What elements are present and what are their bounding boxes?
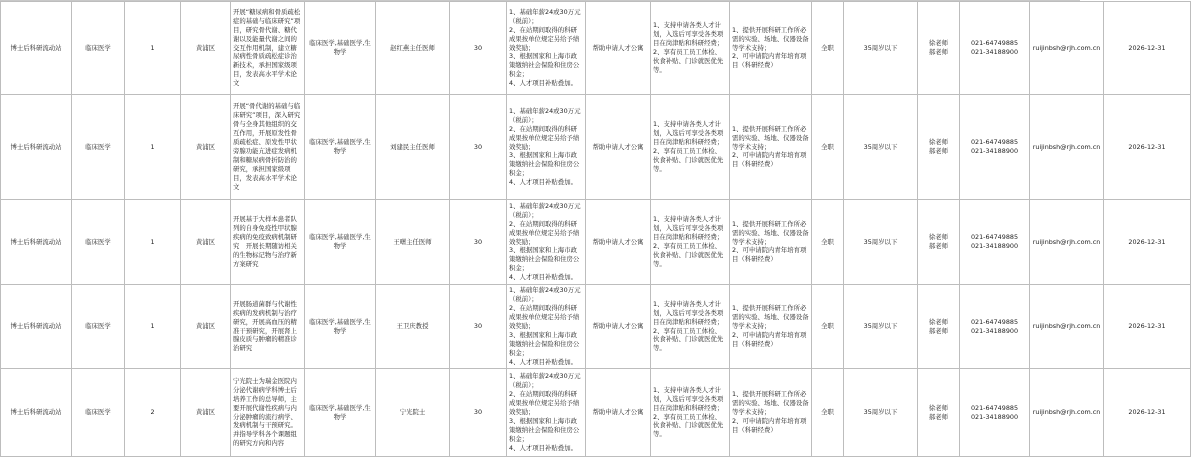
- cell-discipline[interactable]: 临床医学: [72, 95, 125, 200]
- cell-research-conditions[interactable]: 1、提供开展科研工作所必需的实验、场地、仪器设备等学术支持； 2、可申请院内青年培育项目（科研经费）: [730, 369, 812, 457]
- cell-supervisor[interactable]: 宁光院士: [376, 369, 450, 457]
- cell-email[interactable]: ruijinbsh@rjh.com.cn: [1030, 285, 1104, 369]
- cell-employment-type[interactable]: 全职: [812, 95, 844, 200]
- cell-district[interactable]: 黄浦区: [181, 369, 231, 457]
- cell-policy[interactable]: 1、支持申请各类人才计划，入选后可享受各类项目在岗津贴和科研经费； 2、享有员工员工体检、伙食补贴、门诊就医优先等。: [651, 200, 730, 285]
- cell-housing-support[interactable]: 帮助申请人才公寓: [586, 369, 651, 457]
- cell-station[interactable]: 博士后科研流动站: [1, 285, 72, 369]
- cell-supervisor[interactable]: 刘建民主任医师: [376, 95, 450, 200]
- cell-contact-person[interactable]: 徐老师 郝老师: [918, 285, 960, 369]
- cell-research-conditions[interactable]: 1、提供开展科研工作所必需的实验、场地、仪器设备等学术支持； 2、可申请院内青年培育项目（科研经费）: [730, 285, 812, 369]
- cell-station[interactable]: 博士后科研流动站: [1, 2, 72, 95]
- cell-age-limit[interactable]: 30: [450, 95, 507, 200]
- cell-headcount[interactable]: 1: [125, 200, 181, 285]
- cell-supervisor[interactable]: 赵红燕主任医师: [376, 2, 450, 95]
- recruitment-table: [0, 1, 1191, 457]
- table-row: [1, 200, 1191, 285]
- cell-phone[interactable]: 021-64749885 021-34188900: [960, 95, 1030, 200]
- cell-deadline[interactable]: 2026-12-31: [1104, 2, 1191, 95]
- cell-supervisor[interactable]: 王卫庆教授: [376, 285, 450, 369]
- cell-age-limit[interactable]: 30: [450, 200, 507, 285]
- cell-housing-support[interactable]: 帮助申请人才公寓: [586, 2, 651, 95]
- cell-salary[interactable]: 1、基础年薪24或30万元（税前）； 2、在站期间取得的科研成果按单位规定另给予绩效奖励； 3、根据国家和上海市政策缴纳社会保险和住房公积金； 4、人才项目补贴叠加。: [507, 2, 586, 95]
- table-row: [1, 285, 1191, 369]
- cell-policy[interactable]: 1、支持申请各类人才计划，入选后可享受各类项目在岗津贴和科研经费； 2、享有员工员工体检、伙食补贴、门诊就医优先等。: [651, 285, 730, 369]
- cell-supervisor[interactable]: 王曙主任医师: [376, 200, 450, 285]
- cell-policy[interactable]: 1、支持申请各类人才计划，入选后可享受各类项目在岗津贴和科研经费； 2、享有员工员工体检、伙食补贴、门诊就医优先等。: [651, 95, 730, 200]
- cell-age-limit[interactable]: 30: [450, 369, 507, 457]
- cell-discipline[interactable]: 临床医学: [72, 200, 125, 285]
- cell-headcount[interactable]: 1: [125, 285, 181, 369]
- cell-research-conditions[interactable]: 1、提供开展科研工作所必需的实验、场地、仪器设备等学术支持； 2、可申请院内青年培育项目（科研经费）: [730, 2, 812, 95]
- cell-research-conditions[interactable]: 1、提供开展科研工作所必需的实验、场地、仪器设备等学术支持； 2、可申请院内青年培育项目（科研经费）: [730, 200, 812, 285]
- cell-policy[interactable]: 1、支持申请各类人才计划，入选后可享受各类项目在岗津贴和科研经费； 2、享有员工员工体检、伙食补贴、门诊就医优先等。: [651, 369, 730, 457]
- cell-research-direction[interactable]: 开展“骨代谢的基础与临床研究”项目，深入研究骨与全身其他组织的交互作用，开展原发性骨质疏松症、原发性甲状旁腺功能亢进症发病机制和糖尿病骨折防治的研究，承担国家级项目，发表高水平学术论文: [231, 95, 305, 200]
- cell-phone[interactable]: 021-64749885 021-34188900: [960, 2, 1030, 95]
- cell-age-limit[interactable]: 30: [450, 285, 507, 369]
- cell-contact-person[interactable]: 徐老师 郝老师: [918, 2, 960, 95]
- cell-age-limit[interactable]: 30: [450, 2, 507, 95]
- table-row: [1, 95, 1191, 200]
- cell-district[interactable]: 黄浦区: [181, 2, 231, 95]
- cell-discipline[interactable]: 临床医学: [72, 2, 125, 95]
- cell-phone[interactable]: 021-64749885 021-34188900: [960, 369, 1030, 457]
- cell-deadline[interactable]: 2026-12-31: [1104, 95, 1191, 200]
- cell-phone[interactable]: 021-64749885 021-34188900: [960, 200, 1030, 285]
- cell-age-requirement[interactable]: 35周岁以下: [844, 369, 918, 457]
- cell-discipline[interactable]: 临床医学: [72, 369, 125, 457]
- cell-housing-support[interactable]: 帮助申请人才公寓: [586, 200, 651, 285]
- cell-research-direction[interactable]: 开展基于大样本患者队列的自身免疫性甲状腺疾病的免疫致病机制研究 开展长期随访相关的生物标记物与治疗新方案研究: [231, 200, 305, 285]
- cell-salary[interactable]: 1、基础年薪24或30万元（税前）； 2、在站期间取得的科研成果按单位规定另给予绩效奖励； 3、根据国家和上海市政策缴纳社会保险和住房公积金； 4、人才项目补贴叠加。: [507, 369, 586, 457]
- cell-salary[interactable]: 1、基础年薪24或30万元（税前）； 2、在站期间取得的科研成果按单位规定另给予绩效奖励； 3、根据国家和上海市政策缴纳社会保险和住房公积金； 4、人才项目补贴叠加。: [507, 95, 586, 200]
- cell-station[interactable]: 博士后科研流动站: [1, 95, 72, 200]
- cell-headcount[interactable]: 2: [125, 369, 181, 457]
- cell-age-requirement[interactable]: 35周岁以下: [844, 2, 918, 95]
- cell-subject[interactable]: 临床医学,基础医学,生物学: [305, 285, 376, 369]
- cell-email[interactable]: ruijinbsh@rjh.com.cn: [1030, 2, 1104, 95]
- cell-employment-type[interactable]: 全职: [812, 2, 844, 95]
- cell-station[interactable]: 博士后科研流动站: [1, 200, 72, 285]
- cell-email[interactable]: ruijinbsh@rjh.com.cn: [1030, 95, 1104, 200]
- cell-research-direction[interactable]: 宁光院士为瑞金医院内分泌代谢病学科博士后培养工作的总导师，主要开展代谢性疾病与内分泌肿瘤的流行病学、发病机制与干预研究。并指导学科各个课题组的研究方向和内容: [231, 369, 305, 457]
- cell-research-direction[interactable]: 开展肠道菌群与代谢性疾病的发病机制与治疗研究，开展高血压的精准干预研究，开展肾上腺皮质与肿瘤的精准诊治研究: [231, 285, 305, 369]
- cell-contact-person[interactable]: 徐老师 郝老师: [918, 369, 960, 457]
- cell-policy[interactable]: 1、支持申请各类人才计划，入选后可享受各类项目在岗津贴和科研经费； 2、享有员工员工体检、伙食补贴、门诊就医优先等。: [651, 2, 730, 95]
- cell-employment-type[interactable]: 全职: [812, 369, 844, 457]
- cell-age-requirement[interactable]: 35周岁以下: [844, 285, 918, 369]
- table-row: [1, 2, 1191, 95]
- cell-age-requirement[interactable]: 35周岁以下: [844, 200, 918, 285]
- cell-district[interactable]: 黄浦区: [181, 285, 231, 369]
- cell-employment-type[interactable]: 全职: [812, 285, 844, 369]
- cell-employment-type[interactable]: 全职: [812, 200, 844, 285]
- cell-deadline[interactable]: 2026-12-31: [1104, 200, 1191, 285]
- cell-contact-person[interactable]: 徐老师 郝老师: [918, 200, 960, 285]
- cell-subject[interactable]: 临床医学,基础医学,生物学: [305, 2, 376, 95]
- cell-station[interactable]: 博士后科研流动站: [1, 369, 72, 457]
- cell-salary[interactable]: 1、基础年薪24或30万元（税前）； 2、在站期间取得的科研成果按单位规定另给予绩效奖励； 3、根据国家和上海市政策缴纳社会保险和住房公积金； 4、人才项目补贴叠加。: [507, 200, 586, 285]
- cell-age-requirement[interactable]: 35周岁以下: [844, 95, 918, 200]
- cell-deadline[interactable]: 2026-12-31: [1104, 285, 1191, 369]
- cell-subject[interactable]: 临床医学,基础医学,生物学: [305, 200, 376, 285]
- cell-headcount[interactable]: 1: [125, 2, 181, 95]
- cell-district[interactable]: 黄浦区: [181, 200, 231, 285]
- cell-housing-support[interactable]: 帮助申请人才公寓: [586, 285, 651, 369]
- cell-subject[interactable]: 临床医学,基础医学,生物学: [305, 369, 376, 457]
- cell-research-direction[interactable]: 开展“糖尿病和骨质疏松症的基础与临床研究”项目，研究骨代谢、糖代谢以及能量代谢之间的交互作用机制，建立糖尿病性骨质疏松症诊治新技术，承担国家级项目，发表高水平学术论文: [231, 2, 305, 95]
- cell-subject[interactable]: 临床医学,基础医学,生物学: [305, 95, 376, 200]
- cell-deadline[interactable]: 2026-12-31: [1104, 369, 1191, 457]
- cell-salary[interactable]: 1、基础年薪24或30万元（税前）； 2、在站期间取得的科研成果按单位规定另给予绩效奖励； 3、根据国家和上海市政策缴纳社会保险和住房公积金； 4、人才项目补贴叠加。: [507, 285, 586, 369]
- cell-housing-support[interactable]: 帮助申请人才公寓: [586, 95, 651, 200]
- cell-contact-person[interactable]: 徐老师 郝老师: [918, 95, 960, 200]
- cell-email[interactable]: ruijinbsh@rjh.com.cn: [1030, 369, 1104, 457]
- cell-research-conditions[interactable]: 1、提供开展科研工作所必需的实验、场地、仪器设备等学术支持； 2、可申请院内青年培育项目（科研经费）: [730, 95, 812, 200]
- cell-phone[interactable]: 021-64749885 021-34188900: [960, 285, 1030, 369]
- cell-discipline[interactable]: 临床医学: [72, 285, 125, 369]
- cell-district[interactable]: 黄浦区: [181, 95, 231, 200]
- cell-email[interactable]: ruijinbsh@rjh.com.cn: [1030, 200, 1104, 285]
- table-row: [1, 369, 1191, 457]
- cell-headcount[interactable]: 1: [125, 95, 181, 200]
